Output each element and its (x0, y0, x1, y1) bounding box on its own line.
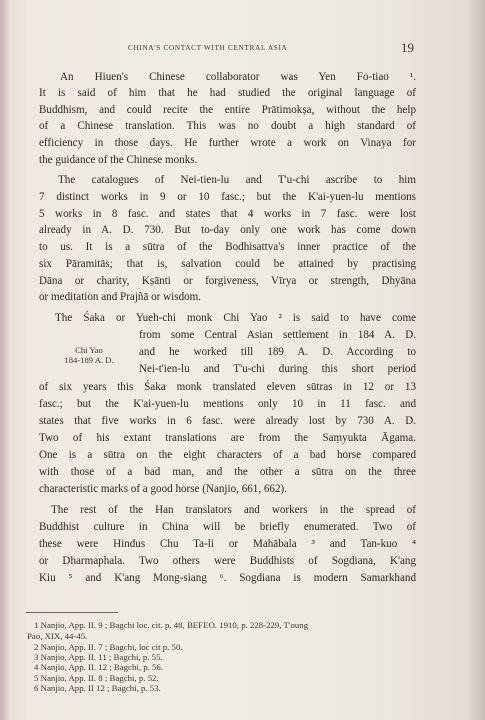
body-line: It is said of him that he had studied the original language of (39, 87, 416, 99)
body-line: of a Chinese translation. This was no doubt a high standard of (39, 120, 416, 132)
footnote: 3 Nanjio, App. II. 11 ; Bagchi, p. 55. (34, 652, 163, 662)
page-header (0, 40, 485, 56)
footnote: 4 Nanjio, App. II. 12 ; Bagchi, p. 56. (34, 662, 164, 672)
body-line: Buddhism, and could recite the entire Prātimokṣa, without the help (39, 104, 416, 116)
body-line: fasc.; but the K'ai-yuen-lu mentions only 10 in 11 fasc. and (39, 398, 416, 410)
body-line: already in A. D. 730. But to-day only one work has come down (39, 224, 416, 236)
body-line: The rest of the Han translators and workers in the spread of (51, 504, 416, 516)
body-line: to us. It is a sūtra of the Bodhisattva's inner practice of the (39, 241, 416, 253)
footnote: 2 Nanjio, App. II. 7 ; Bagchi, loc cit p. 50. (34, 642, 183, 652)
footnote-rule (26, 612, 118, 613)
body-line: The Śaka or Yueh-chi monk Chi Yao ² is said to have come (55, 312, 416, 324)
footnote: 6 Nanjio, App. II 12 ; Bagchi, p. 53. (34, 683, 161, 693)
body-line: the guidance of the Chinese monks. (39, 154, 198, 166)
footnote: 1 Nanjio, App. II. 9 ; Bagchi loc. cit. p. 48, BEFEO. 1910, p. 228-229, T'oung (34, 620, 309, 630)
body-line: with those of a bad man, and the other a sūtra on the three (39, 466, 416, 478)
body-line: 7 distinct works in 9 or 10 fasc.; but the K'ai-yuen-lu mentions (39, 191, 416, 203)
footnote: 5 Nanjio, App. II. 8 ; Bagchi, p. 52. (34, 673, 159, 683)
body-line: Nei-t'ien-lu and T'u-chi during this short period (139, 363, 416, 375)
body-line: or Dharmaphala. Two others were Buddhists of Sogdiana, K'ang (39, 555, 416, 567)
body-line: states that five works in 6 fasc. were already lost by 730 A. D. (39, 415, 416, 427)
body-line: efficiency in those days. He further wrote a work on Vinaya for (39, 137, 416, 149)
body-line: Buddhist culture in China will be briefly enumerated. Two of (39, 521, 416, 533)
margin-note-dates: 184-189 A. D. (64, 355, 114, 365)
body-line: or meditation and Prajñā or wisdom. (39, 291, 202, 303)
body-line: 5 works in 8 fasc. and states that 4 works in 7 fasc. were lost (39, 208, 416, 220)
body-line: these were Hindus Chu Ta-li or Mahābala ³ and Tan-kuo ⁴ (39, 538, 416, 550)
running-head: CHINA'S CONTACT WITH CENTRAL ASIA (128, 44, 288, 52)
body-line: characteristic marks of a good horse (Nanjio, 661, 662). (39, 483, 287, 495)
body-line: The catalogues of Nei-tien-lu and T'u-chi ascribe to him (58, 174, 416, 186)
body-line: from some Central Asian settlement in 184 A. D. (139, 329, 416, 341)
body-line: Kiu ⁵ and K'ang Mong-siang ⁶. Sogdiana is modern Samarkhand (39, 572, 416, 584)
body-line: of six years this Śaka monk translated eleven sūtras in 12 or 13 (39, 381, 416, 393)
footnote: Pao, XIX, 44-45. (27, 631, 88, 641)
body-line: An Hiuen's Chinese collaborator was Yen Fo-tiao ¹. (60, 71, 416, 83)
body-line: Two of his extant translations are from the Saṃyukta Āgama. (39, 432, 416, 444)
body-line: One is a sūtra on the eight characters of a bad horse compared (39, 449, 416, 461)
body-line: Dāna or charity, Kṣānti or forgiveness, Vīrya or strength, Dhyāna (39, 275, 416, 287)
page-number: 19 (401, 40, 414, 55)
body-line: and he worked till 189 A. D. According to (139, 346, 416, 358)
body-line: six Pāramitās; that is, salvation could be attained by practising (39, 258, 416, 270)
page-edge-shadow (0, 0, 10, 720)
margin-note-name: Chi Yao (75, 345, 103, 355)
